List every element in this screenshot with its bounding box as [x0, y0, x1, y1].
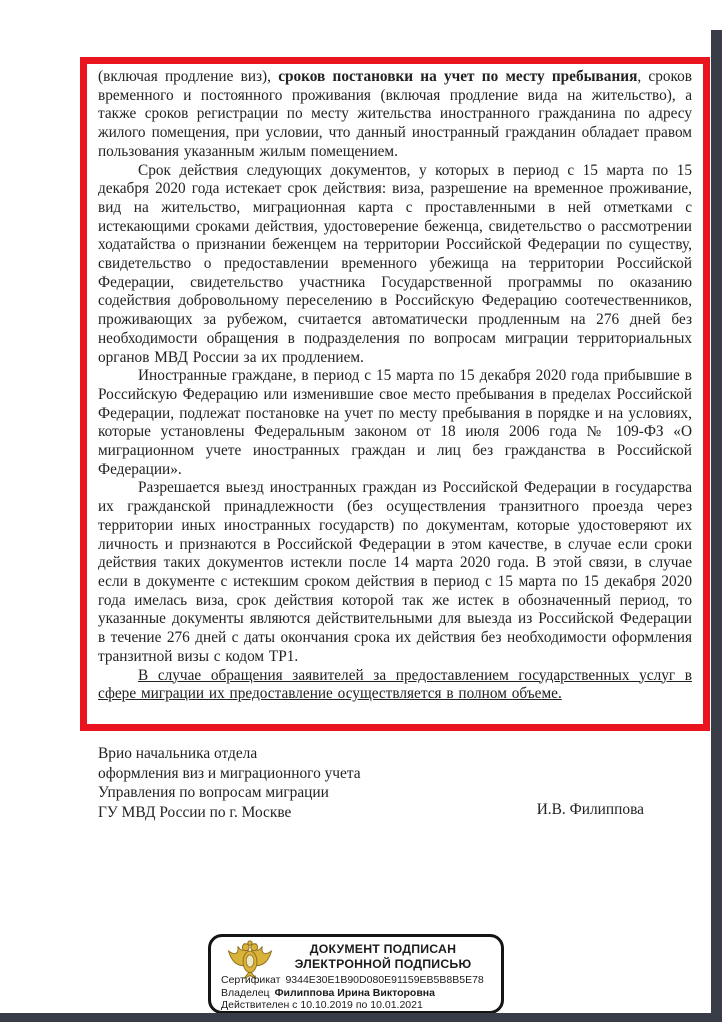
paragraph-5 — [98, 667, 692, 704]
stamp-title-line-2: ЭЛЕКТРОННОЙ ПОДПИСЬЮ — [294, 957, 472, 971]
stamp-title-line-1: ДОКУМЕНТ ПОДПИСАН — [309, 942, 457, 956]
viewer-background-right — [711, 30, 722, 1022]
certificate-label: Сертификат — [221, 974, 281, 986]
owner-label: Владелец — [221, 986, 270, 999]
paragraph-1-text-cont: , сроков временного и постоянного проживания (включая продление вида на жительство), а также сроков регистрации по месту жительства иностранного гражданина по адресу жилого помещения, при условии, что данный иностранный гражданин обладает правом пользования указанным жилым помещением. — [98, 68, 693, 160]
paragraph-1 — [98, 68, 692, 162]
owner-value: Филиппова Ирина Викторовна — [274, 986, 435, 999]
certificate-value: 9344E30E1B90D080E91159EB5B8B5E78 — [285, 974, 484, 986]
signature-position-line-3: Управления по вопросам миграции — [98, 784, 329, 801]
paragraph-4: Разрешается выезд иностранных граждан из Российской Федерации в государства их гражданской принадлежности (без осуществления транзитного проезда через территории иных иностранных государств) по документам, которые удостоверяют их личность и признаются в Российской Федерации в этом качестве, в случае если сроки действия таких документов истекли после 14 марта 2020 года. В этой связи, в случае если в документе с истекшим сроком действия в период с 15 марта по 15 декабря 2020 года имелась виза, срок действия которой так же истек в обозначенный период, то указанные документы являются действительными для выезда из Российской Федерации в течение 276 дней с даты окончания срока их действия без необходимости оформления транзитной визы с кодом ТР1. — [98, 479, 692, 665]
stamp-details — [221, 974, 484, 1012]
paragraph-3: Иностранные граждане, в период с 15 марта по 15 декабря 2020 года прибывшие в Российскую Федерацию или изменившие свое место пребывания в пределах Российской Федерации, подлежат постановке на учет по месту пребывания в порядке и на условиях, которые установлены Федеральным законом от 18 июля 2006 года № 109-ФЗ «О миграционном учете иностранных граждан и лиц без гражданства в Российской Федерации». — [98, 367, 692, 478]
paragraph-1-text: (включая продление виз), — [98, 68, 279, 85]
signature-position-line-4: ГУ МВД России по г. Москве — [98, 803, 292, 821]
digital-signature-stamp — [208, 934, 504, 1014]
stamp-validity-row: Действителен с 10.10.2019 по 10.01.2021 — [221, 999, 423, 1012]
signer-name: И.В. Филиппова — [536, 801, 644, 818]
paragraph-2: Срок действия следующих документов, у которых в период с 15 марта по 15 декабря 2020 года истекает срок действия: виза, разрешение на временное проживание, вид на жительство, миграционная карта с проставленными в ней отметками с истекающими сроками действия, удостоверение беженца, свидетельство о рассмотрении ходатайства о признании беженцем на территории Российской Федерации по существу, свидетельство о предоставлении временного убежища на территории Российской Федерации, свидетельство участника Государственной программы по оказанию содействия добровольному переселению в Российскую Федерацию соотечественников, проживающих за рубежом, считается автоматически продленным на 276 дней без необходимости обращения в подразделения по вопросам миграции территориальных органов МВД России за их продлением. — [98, 161, 692, 366]
paragraph-1-bold-phrase: сроков постановки на учет по месту пребывания — [278, 68, 638, 85]
stamp-certificate-row — [221, 974, 484, 987]
stamp-title — [277, 937, 489, 972]
stamp-owner-row — [221, 987, 484, 1000]
signature-position-line-2: оформления виз и миграционного учета — [98, 764, 361, 782]
viewer-background-bottom — [0, 1013, 722, 1022]
red-border-frame — [80, 57, 710, 731]
paragraph-5-underlined-text: В случае обращения заявителей за предоставлением государственных услуг в сфере миграции их предоставление осуществляется в полном объеме. — [98, 666, 692, 703]
signature-position-line-1: Врио начальника отдела — [98, 745, 258, 762]
